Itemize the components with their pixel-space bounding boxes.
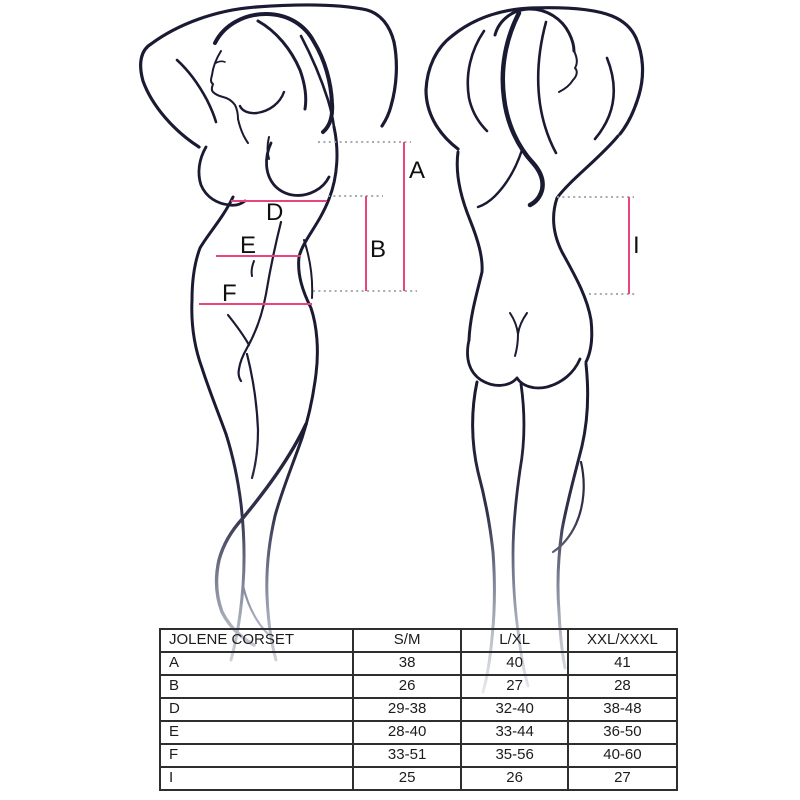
table-header-row (160, 629, 677, 652)
front-forearm-arch-line (151, 5, 394, 44)
table-row-i (160, 767, 677, 790)
cell-value: 25 (353, 767, 462, 790)
back-right-inner-arm-line (595, 58, 614, 139)
front-brow-mark (216, 61, 225, 63)
table-title-cell: JOLENE CORSET (160, 629, 353, 652)
back-torso-right-contour (554, 136, 618, 362)
back-hair-right-stroke (538, 22, 556, 153)
front-inner-thigh-line (247, 354, 258, 478)
cell-value: 33-51 (353, 744, 462, 767)
column-header-sm: S/M (353, 629, 462, 652)
marker-label-b: B (370, 236, 387, 263)
front-hip-crease-left (228, 315, 249, 345)
table-row-e (160, 721, 677, 744)
marker-label-e: E (240, 232, 257, 259)
table-row-d (160, 698, 677, 721)
back-right-leg-line (558, 364, 588, 668)
size-table (159, 628, 678, 791)
cell-value: 28 (568, 675, 677, 698)
marker-label-i: I (633, 232, 640, 259)
front-right-arm-line (382, 42, 396, 126)
table-row-b (160, 675, 677, 698)
cell-value: 28-40 (353, 721, 462, 744)
row-label: A (160, 652, 353, 675)
front-neck-line (238, 119, 248, 143)
back-torso-left-contour (457, 152, 482, 340)
front-torso-right-contour (299, 127, 337, 438)
back-right-arm-line (620, 38, 643, 134)
back-calf-accent-line (553, 462, 584, 552)
measurement-markers (199, 142, 640, 307)
column-header-xxlxxxl: XXL/XXXL (568, 629, 677, 652)
row-label: F (160, 744, 353, 767)
back-face-sliver (559, 51, 577, 92)
marker-label-a: A (409, 157, 426, 184)
size-table-grid (159, 628, 678, 791)
cell-value: 26 (353, 675, 462, 698)
front-ankle-line (243, 586, 268, 634)
back-left-inner-arm-line (468, 31, 487, 131)
front-left-breast-curve (199, 147, 245, 205)
front-hair-curl (240, 92, 284, 113)
back-right-buttock-curve (517, 359, 580, 388)
table-row-f (160, 744, 677, 767)
cell-value: 35-56 (461, 744, 568, 767)
back-buttock-crease (510, 313, 527, 356)
cell-value: 38 (353, 652, 462, 675)
cell-value: 27 (568, 767, 677, 790)
marker-label-d: D (266, 199, 284, 226)
front-left-arm-line (141, 44, 199, 147)
front-navel-mark (252, 261, 254, 276)
front-hip-side-accent (304, 240, 312, 298)
cell-value: 36-50 (568, 721, 677, 744)
cell-value: 40-60 (568, 744, 677, 767)
cell-value: 41 (568, 652, 677, 675)
cell-value: 27 (461, 675, 568, 698)
cell-value: 33-44 (461, 721, 568, 744)
cell-value: 29-38 (353, 698, 462, 721)
cell-value: 32-40 (461, 698, 568, 721)
cell-value: 38-48 (568, 698, 677, 721)
row-label: B (160, 675, 353, 698)
figure-back-drawing (426, 8, 643, 692)
front-crossed-leg-line (217, 424, 306, 645)
front-torso-left-contour (192, 197, 233, 434)
cell-value: 40 (461, 652, 568, 675)
table-row-a (160, 652, 677, 675)
back-left-buttock-curve (468, 340, 518, 385)
marker-label-f: F (222, 280, 237, 307)
row-label: I (160, 767, 353, 790)
row-label: E (160, 721, 353, 744)
cell-value: 26 (461, 767, 568, 790)
back-hair-main-stroke (503, 13, 543, 205)
front-left-inner-arm-line (177, 60, 216, 122)
back-hair-strand (478, 150, 522, 207)
front-right-leg-line (267, 438, 302, 660)
figure-front-drawing (141, 5, 397, 660)
back-left-arm-line (426, 36, 458, 149)
column-header-lxl: L/XL (461, 629, 568, 652)
front-left-leg-line (226, 434, 244, 660)
row-label: D (160, 698, 353, 721)
front-right-breast-curve (266, 143, 329, 195)
